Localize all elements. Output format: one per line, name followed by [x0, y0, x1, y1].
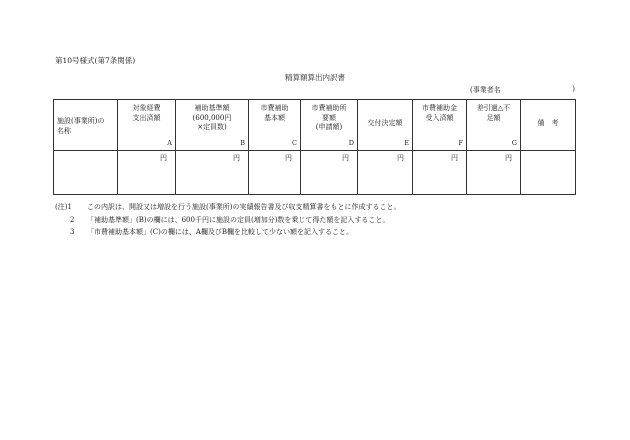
header-label: 市費補助金 受入済額 [422, 104, 457, 122]
header-difference [467, 100, 521, 151]
note-text: 「市費補助基本額」(C)の欄には、A欄及びB欄を比較して少ない額を記入すること。 [87, 228, 354, 236]
cell-standard-amount[interactable] [176, 151, 249, 195]
note-item [55, 214, 400, 227]
settlement-breakdown-table [53, 99, 576, 195]
note-mark: 3 [70, 228, 75, 236]
header-label: 補助基準額 (600,000円 ×定員数) [192, 104, 232, 131]
table-row [54, 151, 576, 195]
document-title: 精算額算出内訳書 [285, 73, 345, 82]
header-remarks [521, 100, 576, 151]
header-letter: D [348, 138, 354, 147]
header-letter: E [404, 138, 409, 147]
yen-unit: 円 [451, 154, 458, 162]
header-facility-name [54, 100, 118, 151]
header-received-amount [413, 100, 467, 151]
form-number: 第10号様式(第7条関係) [55, 56, 136, 65]
yen-unit: 円 [160, 154, 167, 162]
note-item [55, 226, 400, 239]
note-mark: (注)1 [55, 203, 72, 211]
business-name-label: (事業者名 [470, 86, 501, 94]
cell-received-amount[interactable] [413, 151, 467, 195]
header-letter: B [240, 138, 245, 147]
yen-unit: 円 [285, 154, 292, 162]
note-text: 「補助基準額」(B)の欄には、600千円に施設の定員(増加分)数を乗じて得た額を記入すること。 [87, 215, 390, 224]
note-text: この内訳は、開設又は増設を行う施設(事業所)の実績報告書及び収支精算書をもとに作成すること。 [87, 203, 401, 211]
cell-facility-name[interactable] [54, 151, 118, 195]
cell-expenditure[interactable] [118, 151, 176, 195]
header-label: 施設(事業所)の 名称 [57, 117, 105, 135]
header-label: 対象経費 支出済額 [132, 104, 161, 122]
header-label: 市費補助所 要額 (申請額) [311, 104, 347, 131]
header-expenditure [118, 100, 176, 151]
cell-grant-decision[interactable] [358, 151, 413, 195]
header-letter: A [167, 138, 172, 147]
yen-unit: 円 [342, 154, 349, 162]
cell-difference[interactable] [467, 151, 521, 195]
cell-required-amount[interactable] [301, 151, 358, 195]
header-required-amount [301, 100, 358, 151]
business-name-field [470, 85, 575, 95]
yen-unit: 円 [397, 154, 404, 162]
header-label: 差引過△不 足額 [476, 104, 511, 122]
table-header-row [54, 100, 576, 151]
header-grant-decision [358, 100, 413, 151]
cell-city-base-amount[interactable] [249, 151, 301, 195]
header-standard-amount [176, 100, 249, 151]
business-name-close-paren: ) [572, 85, 575, 93]
header-letter: C [292, 138, 297, 147]
note-item [55, 201, 400, 214]
yen-unit: 円 [233, 154, 240, 162]
header-letter: G [511, 138, 517, 147]
header-letter: F [458, 138, 463, 147]
header-label: 市費補助 基本額 [260, 104, 289, 122]
header-label: 備 考 [537, 119, 559, 127]
header-label: 交付決定額 [367, 119, 403, 127]
cell-remarks[interactable] [521, 151, 576, 195]
notes-section [55, 201, 400, 239]
note-mark: 2 [70, 215, 75, 224]
header-city-base-amount [249, 100, 301, 151]
yen-unit: 円 [505, 154, 512, 162]
